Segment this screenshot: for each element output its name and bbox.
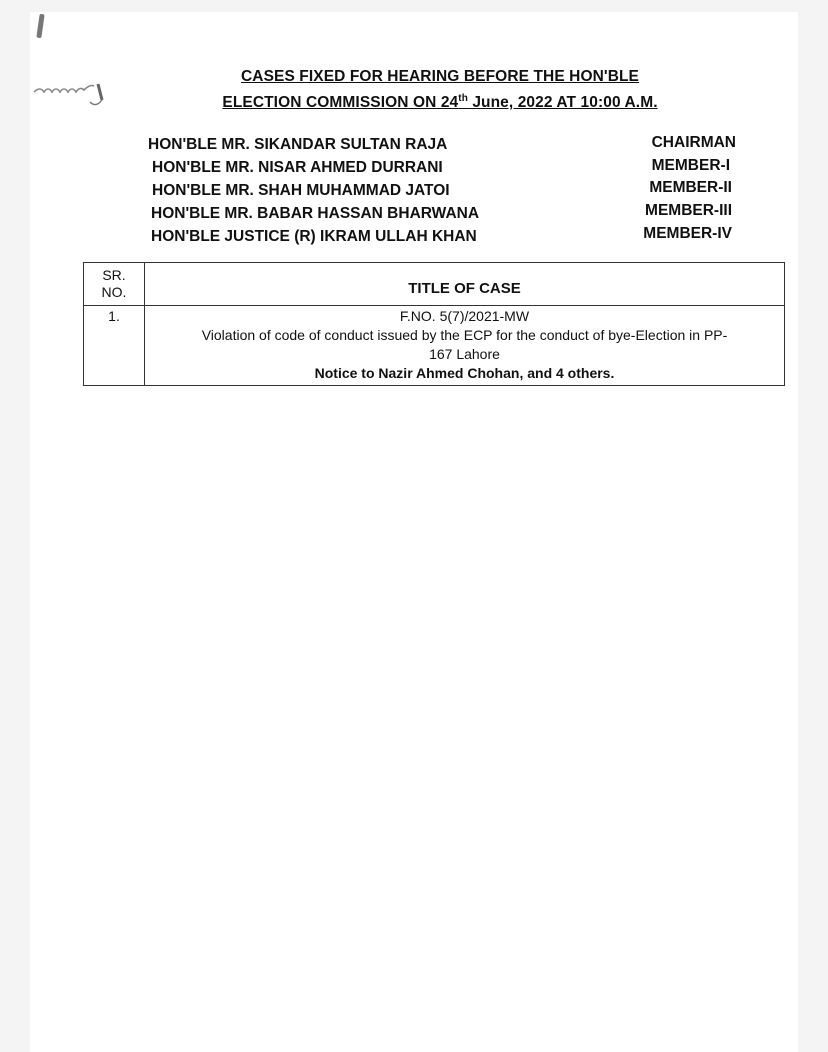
title-date-superscript: th [458, 93, 468, 104]
sr-header-line1: SR. [102, 267, 126, 283]
bench-member-role-2: MEMBER-II [649, 179, 732, 196]
document-title-line2 [160, 93, 720, 112]
case-notice: Notice to Nazir Ahmed Chohan, and 4 others. [314, 365, 615, 381]
case-description-line1: Violation of code of conduct issued by the ECP for the conduct of bye-Election in PP- [201, 327, 728, 343]
cases-table [83, 262, 785, 386]
bench-member-role-0: CHAIRMAN [651, 134, 736, 151]
bench-member-role-4: MEMBER-IV [643, 225, 732, 242]
title-date-prefix: ELECTION COMMISSION ON 24 [222, 94, 459, 112]
case-description-line2: 167 Lahore [429, 346, 500, 362]
document-title-line1: CASES FIXED FOR HEARING BEFORE THE HON'BLE [241, 68, 639, 85]
bench-member-name-4: HON'BLE JUSTICE (R) IKRAM ULLAH KHAN [151, 228, 477, 245]
table-row [84, 306, 785, 386]
bench-member-role-1: MEMBER-I [651, 157, 730, 174]
case-file-number: F.NO. 5(7)/2021-MW [399, 308, 530, 324]
column-header-title-of-case: TITLE OF CASE [145, 263, 785, 306]
table-header-row [84, 263, 785, 306]
bench-member-name-2: HON'BLE MR. SHAH MUHAMMAD JATOI [152, 182, 450, 199]
bench-member-name-3: HON'BLE MR. BABAR HASSAN BHARWANA [151, 205, 480, 222]
sr-header-line2: NO. [101, 284, 127, 300]
handwritten-scribble [30, 78, 106, 112]
column-header-sr-no [84, 263, 145, 306]
bench-member-role-3: MEMBER-III [645, 202, 732, 219]
bench-member-name-1: HON'BLE MR. NISAR AHMED DURRANI [152, 159, 443, 176]
bench-member-name-0: HON'BLE MR. SIKANDAR SULTAN RAJA [148, 136, 448, 153]
case-serial-number: 1. [84, 306, 145, 386]
title-date-suffix: June, 2022 AT 10:00 A.M. [467, 94, 658, 112]
case-title-cell [145, 306, 785, 386]
